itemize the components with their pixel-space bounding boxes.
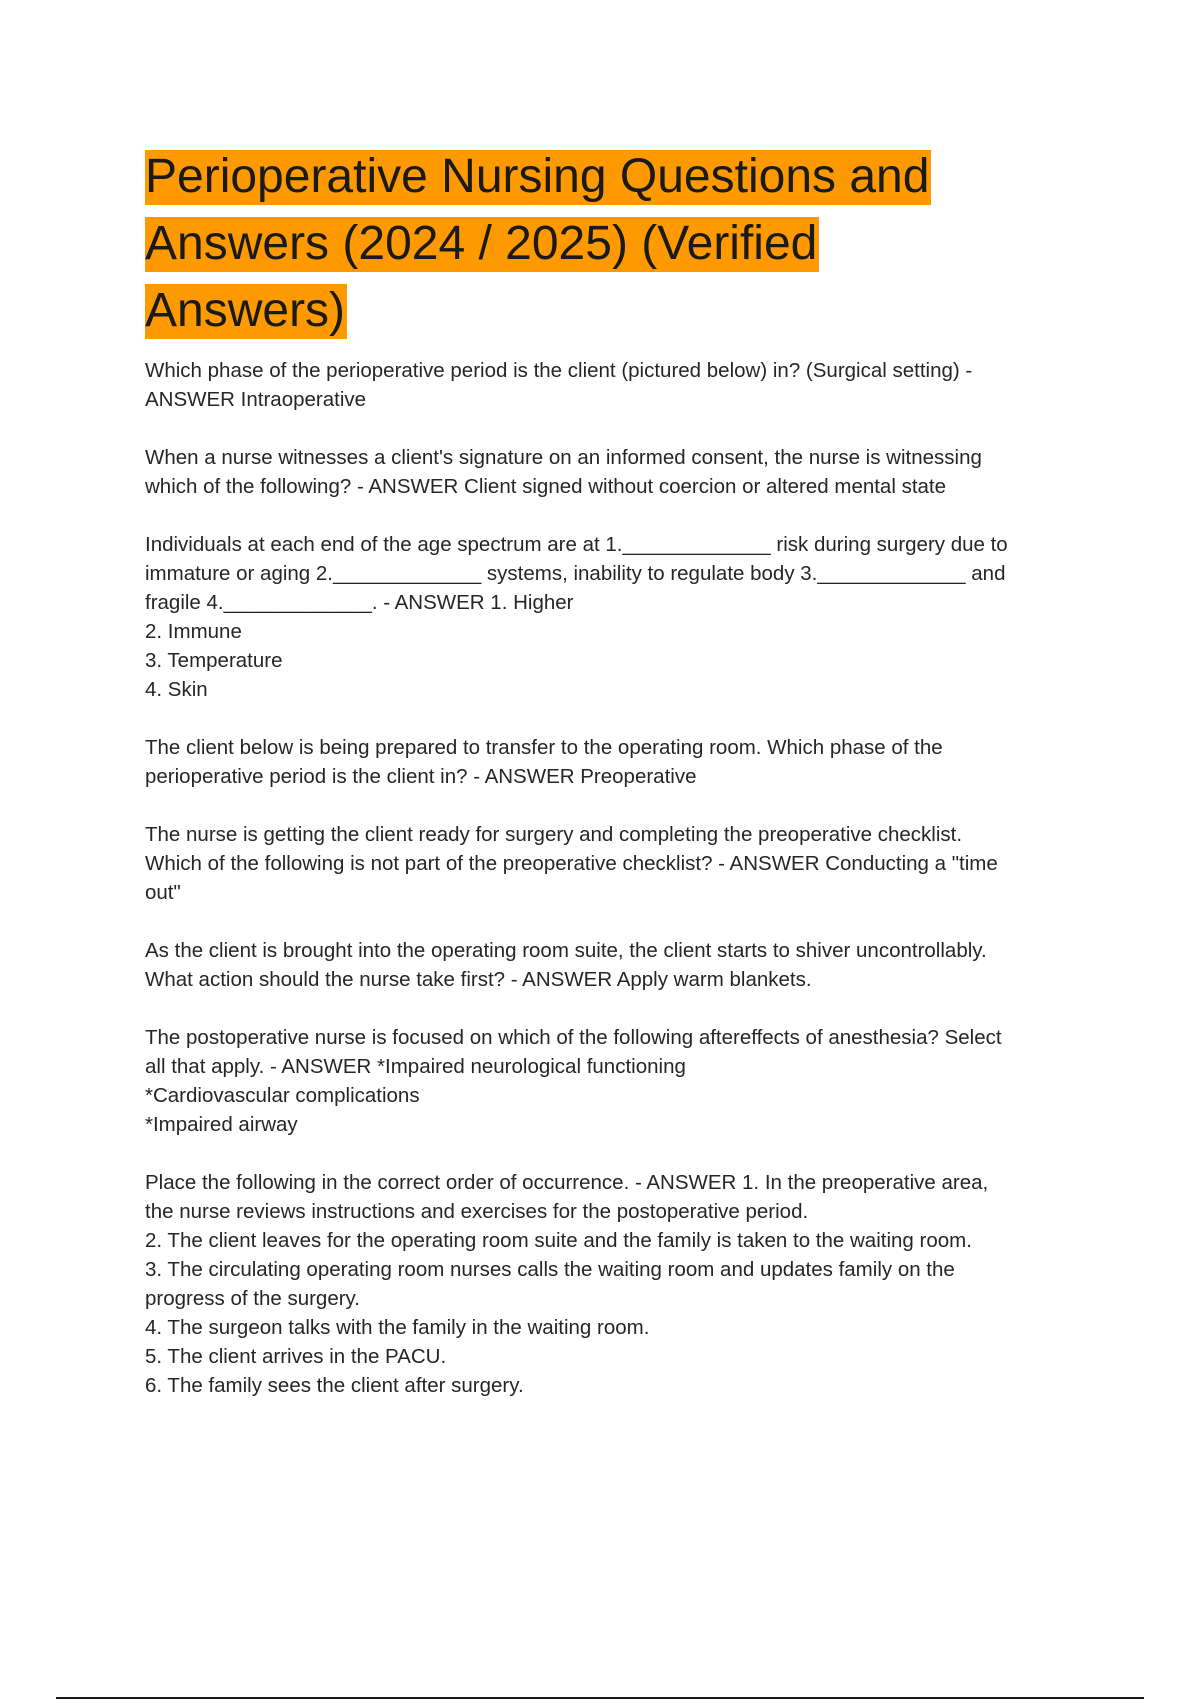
- qa-line: 4. Skin: [145, 678, 208, 701]
- qa-line: fragile 4._____________. - ANSWER 1. Higher: [145, 591, 574, 614]
- qa-line: 6. The family sees the client after surgery.: [145, 1374, 524, 1397]
- title-line: Answers): [145, 284, 346, 337]
- qa-line: Place the following in the correct order of occurrence. - ANSWER 1. In the preoperative area,: [145, 1171, 989, 1194]
- qa-line: The postoperative nurse is focused on which of the following aftereffects of anesthesia? Select: [145, 1026, 1002, 1049]
- qa-line: 3. The circulating operating room nurses calls the waiting room and updates family on the: [145, 1258, 955, 1281]
- qa-line: 3. Temperature: [145, 649, 283, 672]
- qa-line: What action should the nurse take first? - ANSWER Apply warm blankets.: [145, 968, 812, 991]
- qa-line: *Cardiovascular complications: [145, 1084, 420, 1107]
- qa-item: [145, 936, 1095, 994]
- qa-line: The nurse is getting the client ready for surgery and completing the preoperative checklist.: [145, 823, 963, 846]
- qa-line: 2. Immune: [145, 620, 242, 643]
- qa-item: [145, 820, 1095, 907]
- qa-line: Which of the following is not part of the preoperative checklist? - ANSWER Conducting a "time: [145, 852, 998, 875]
- qa-list: [145, 356, 1095, 1400]
- qa-line: immature or aging 2._____________ systems, inability to regulate body 3._____________ and: [145, 562, 1006, 585]
- qa-item: [145, 530, 1095, 704]
- qa-line: 5. The client arrives in the PACU.: [145, 1345, 447, 1368]
- qa-line: progress of the surgery.: [145, 1287, 360, 1310]
- qa-item: [145, 1168, 1095, 1400]
- qa-line: out": [145, 881, 181, 904]
- qa-line: The client below is being prepared to transfer to the operating room. Which phase of the: [145, 736, 943, 759]
- qa-line: all that apply. - ANSWER *Impaired neurological functioning: [145, 1055, 686, 1078]
- qa-line: When a nurse witnesses a client's signature on an informed consent, the nurse is witnessing: [145, 446, 982, 469]
- qa-line: the nurse reviews instructions and exercises for the postoperative period.: [145, 1200, 809, 1223]
- title-line: Perioperative Nursing Questions and: [145, 150, 930, 203]
- document-content: [145, 143, 1095, 1429]
- qa-line: *Impaired airway: [145, 1113, 298, 1136]
- qa-line: ANSWER Intraoperative: [145, 388, 367, 411]
- qa-line: Individuals at each end of the age spectrum are at 1._____________ risk during surgery due to: [145, 533, 1008, 556]
- qa-item: [145, 733, 1095, 791]
- document-title: [145, 143, 1095, 344]
- qa-line: Which phase of the perioperative period is the client (pictured below) in? (Surgical setting) -: [145, 359, 973, 382]
- qa-item: [145, 443, 1095, 501]
- title-line: Answers (2024 / 2025) (Verified: [145, 217, 818, 270]
- qa-item: [145, 356, 1095, 414]
- qa-line: which of the following? - ANSWER Client signed without coercion or altered mental state: [145, 475, 947, 498]
- qa-line: 2. The client leaves for the operating room suite and the family is taken to the waiting room.: [145, 1229, 972, 1252]
- qa-line: perioperative period is the client in? - ANSWER Preoperative: [145, 765, 697, 788]
- qa-line: As the client is brought into the operating room suite, the client starts to shiver uncontrollably.: [145, 939, 987, 962]
- qa-line: 4. The surgeon talks with the family in the waiting room.: [145, 1316, 650, 1339]
- qa-item: [145, 1023, 1095, 1139]
- footer-divider: [56, 1697, 1144, 1699]
